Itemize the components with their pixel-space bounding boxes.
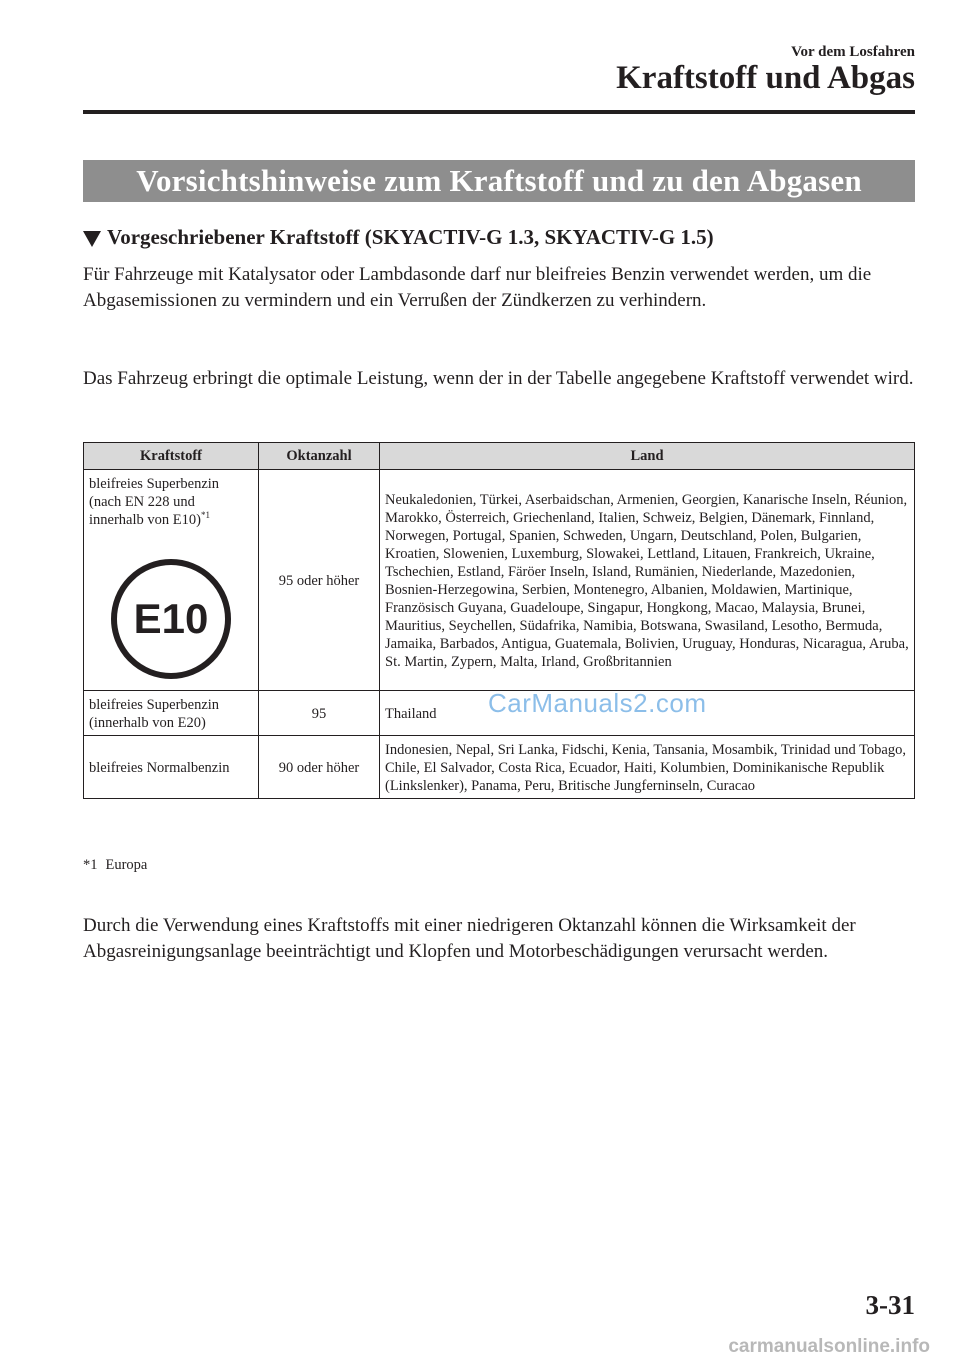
footnote-mark: *1 [83,857,98,873]
header-divider [83,110,915,114]
section-title: Vorsichtshinweise zum Kraftstoff und zu den Abgasen [136,163,862,198]
warning-paragraph: Durch die Verwendung eines Kraftstoffs mit einer niedrigeren Oktanzahl können die Wirksamkeit der Abgasreinigungsanlage beeinträchtigt und Klopfen und Motorbeschädigungen verursacht werden. [83,915,856,962]
fuel-cell: bleifreies Superbenzin (innerhalb von E20) [84,691,259,736]
column-header-octane: Oktanzahl [259,443,380,470]
performance-paragraph: Das Fahrzeug erbringt die optimale Leistung, wenn der in der Tabelle angegebene Kraftstoff verwendet wird. [83,368,914,389]
octane-cell: 95 [259,691,380,736]
column-header-country: Land [380,443,915,470]
chapter-label: Vor dem Losfahren [791,44,915,60]
site-watermark: carmanualsonline.info [728,1336,930,1357]
fuel-cell [84,470,259,691]
table-header-row [84,443,915,470]
fuel-table [83,442,915,799]
octane-cell: 90 oder höher [259,736,380,799]
triangle-bullet-icon [83,231,101,247]
country-cell: Thailand [380,691,915,736]
table-row [84,470,915,691]
fuel-name: bleifreies Superbenzin (nach EN 228 und innerhalb von E10) [89,476,220,528]
intro-paragraph: Für Fahrzeuge mit Katalysator oder Lambdasonde darf nur bleifreies Benzin verwendet werden, um die Abgasemissionen zu vermindern und ein Verrußen der Zündkerzen zu verhindern. [83,264,872,311]
page-number: 3-31 [865,1290,915,1320]
subheading-text: Vorgeschriebener Kraftstoff (SKYACTIV-G 1.3, SKYACTIV-G 1.5) [107,225,714,249]
table-row [84,736,915,799]
fuel-cell: bleifreies Normalbenzin [84,736,259,799]
footnote [83,857,147,874]
section-title-bar [83,160,915,202]
e10-badge-icon [109,557,233,681]
e10-badge-label: E10 [133,595,209,642]
country-cell: Indonesien, Nepal, Sri Lanka, Fidschi, Kenia, Tansania, Mosambik, Trinidad und Tobago, Chile, El Salvador, Costa Rica, Ecuador, Haiti, Kolumbien, Dominikanische Republik (Linkslenker), Panama, Peru, Britische Jungferninseln, Curacao [380,736,915,799]
column-header-fuel: Kraftstoff [84,443,259,470]
octane-cell: 95 oder höher [259,470,380,691]
watermark: CarManuals2.com [488,688,707,718]
page-header-title: Kraftstoff und Abgas [616,60,915,96]
footnote-ref: *1 [200,510,210,521]
country-cell: Neukaledonien, Türkei, Aserbaidschan, Armenien, Georgien, Kanarische Inseln, Réunion, Marokko, Österreich, Griechenland, Italien, Schweiz, Belgien, Dänemark, Finnland, Norwegen, Portugal, Spanien, Schweden, Ungarn, Deutschland, Polen, Bulgarien, Kroatien, Slowenien, Luxemburg, Slowakei, Lettland, Litauen, Frankreich, Ukraine, Tschechien, Estland, Färöer Inseln, Island, Rumänien, Niederlande, Mazedonien, Bosnien-Herzegowina, Serbien, Montenegro, Albanien, Moldawien, Martinique, Französisch Guyana, Guadeloupe, Singapur, Hongkong, Macao, Malaysia, Brunei, Mauritius, Seychellen, Südafrika, Namibia, Botswana, Swasiland, Lesotho, Bermuda, Jamaika, Barbados, Antigua, Guatemala, Bolivien, Uruguay, Honduras, Nicaragua, Aruba, St. Martin, Zypern, Malta, Irland, Großbritannien [380,470,915,691]
subheading [83,225,714,250]
footnote-text: Europa [105,857,148,873]
